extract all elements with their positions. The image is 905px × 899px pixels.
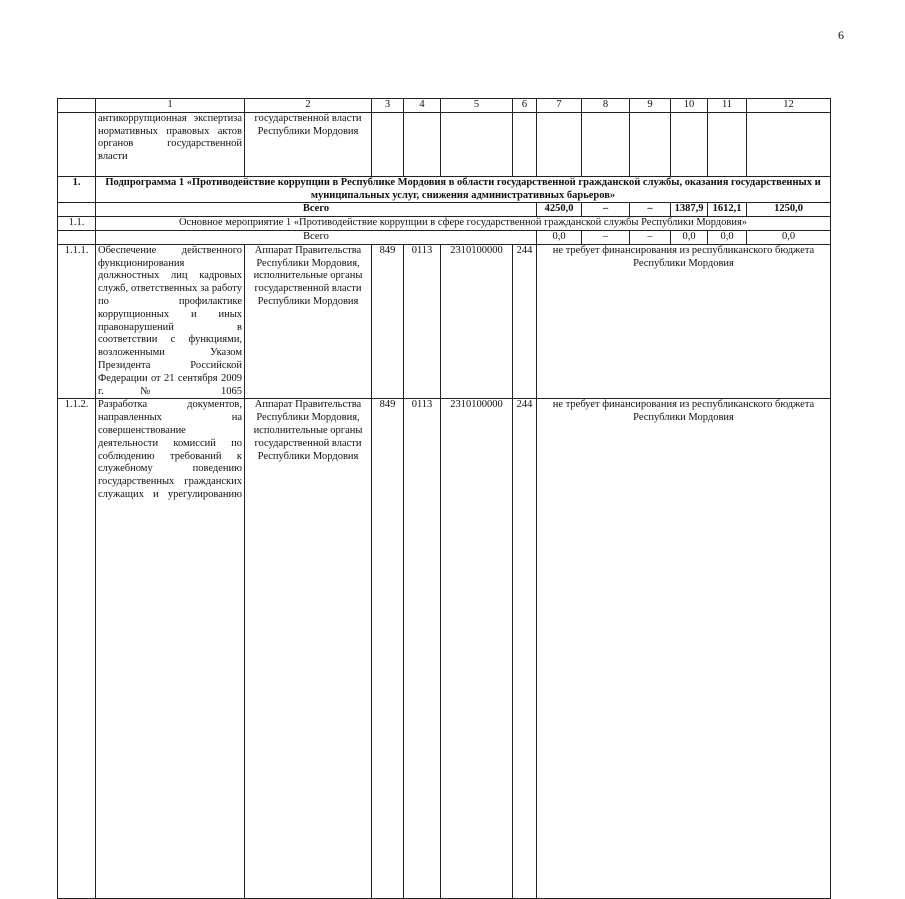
continuation-row xyxy=(58,112,831,176)
header-cell-6: 6 xyxy=(513,99,537,113)
executor: Аппарат Правительства Республики Мордовия, исполнительные органы государственной власти Республики Мордовия xyxy=(245,399,372,899)
page-number: 6 xyxy=(838,28,844,42)
header-cell-9: 9 xyxy=(630,99,671,113)
executor: государственной власти Республики Мордовия xyxy=(245,112,372,176)
activity-number: 1.1.2. xyxy=(58,399,96,899)
header-cell-3: 3 xyxy=(372,99,404,113)
total-value: 0,0 xyxy=(537,230,582,244)
rzpr-code: 0113 xyxy=(404,244,441,399)
grbs-code: 849 xyxy=(372,399,404,899)
header-cell-10: 10 xyxy=(671,99,708,113)
subprogram-number: 1. xyxy=(58,176,96,203)
vr-code: 244 xyxy=(513,244,537,399)
subprogram-row xyxy=(58,176,831,203)
activity-name: Разработка документов, направленных на совершенствование деятельности комиссий по соблюдению требований к служебному поведению государственных гражданских служащих и урегулированию xyxy=(96,399,245,899)
header-cell-12: 12 xyxy=(747,99,831,113)
header-cell-1: 1 xyxy=(96,99,245,113)
activity-name: антикоррупционная экспертиза нормативных правовых актов органов государственной власти xyxy=(96,112,245,176)
total-value: 1250,0 xyxy=(747,203,831,217)
total-label: Всего xyxy=(96,203,537,217)
total-value: – xyxy=(582,230,630,244)
total-label: Всего xyxy=(96,230,537,244)
activity-row xyxy=(58,244,831,399)
subprogram-title: Подпрограмма 1 «Противодействие коррупции в Республике Мордовия в области государственной гражданской службы, оказания государственных и муниципальных услуг, снижения административных барьеров» xyxy=(96,176,831,203)
activity-row xyxy=(58,399,831,899)
total-value: 0,0 xyxy=(747,230,831,244)
total-value: 0,0 xyxy=(708,230,747,244)
subprogram-total-row xyxy=(58,203,831,217)
program-table xyxy=(57,98,831,899)
main-activity-number: 1.1. xyxy=(58,217,96,231)
header-cell-5: 5 xyxy=(441,99,513,113)
executor: Аппарат Правительства Республики Мордовия, исполнительные органы государственной власти Республики Мордовия xyxy=(245,244,372,399)
activity-name: Обеспечение действенного функционирования должностных лиц кадровых служб, ответственных за работу по профилактике коррупционных и иных правонарушений в соответствии с функциями, возложенными Указом Президента Российской Федерации от 21 сентября 2009 г. № 1065 xyxy=(96,244,245,399)
main-activity-title: Основное мероприятие 1 «Противодействие коррупции в сфере государственной гражданской службы Республики Мордовия» xyxy=(96,217,831,231)
total-value: 4250,0 xyxy=(537,203,582,217)
activity-number: 1.1.1. xyxy=(58,244,96,399)
header-cell-11: 11 xyxy=(708,99,747,113)
rzpr-code: 0113 xyxy=(404,399,441,899)
header-cell-4: 4 xyxy=(404,99,441,113)
main-activity-row xyxy=(58,217,831,231)
header-cell-7: 7 xyxy=(537,99,582,113)
header-row xyxy=(58,99,831,113)
total-value: 1612,1 xyxy=(708,203,747,217)
header-cell-empty xyxy=(58,99,96,113)
vr-code: 244 xyxy=(513,399,537,899)
total-value: – xyxy=(630,203,671,217)
total-value: 1387,9 xyxy=(671,203,708,217)
funding-note: не требует финансирования из республиканского бюджета Республики Мордовия xyxy=(537,399,831,899)
total-value: – xyxy=(630,230,671,244)
csr-code: 2310100000 xyxy=(441,244,513,399)
total-value: – xyxy=(582,203,630,217)
grbs-code: 849 xyxy=(372,244,404,399)
header-cell-8: 8 xyxy=(582,99,630,113)
csr-code: 2310100000 xyxy=(441,399,513,899)
total-value: 0,0 xyxy=(671,230,708,244)
main-activity-total-row xyxy=(58,230,831,244)
header-cell-2: 2 xyxy=(245,99,372,113)
funding-note: не требует финансирования из республиканского бюджета Республики Мордовия xyxy=(537,244,831,399)
